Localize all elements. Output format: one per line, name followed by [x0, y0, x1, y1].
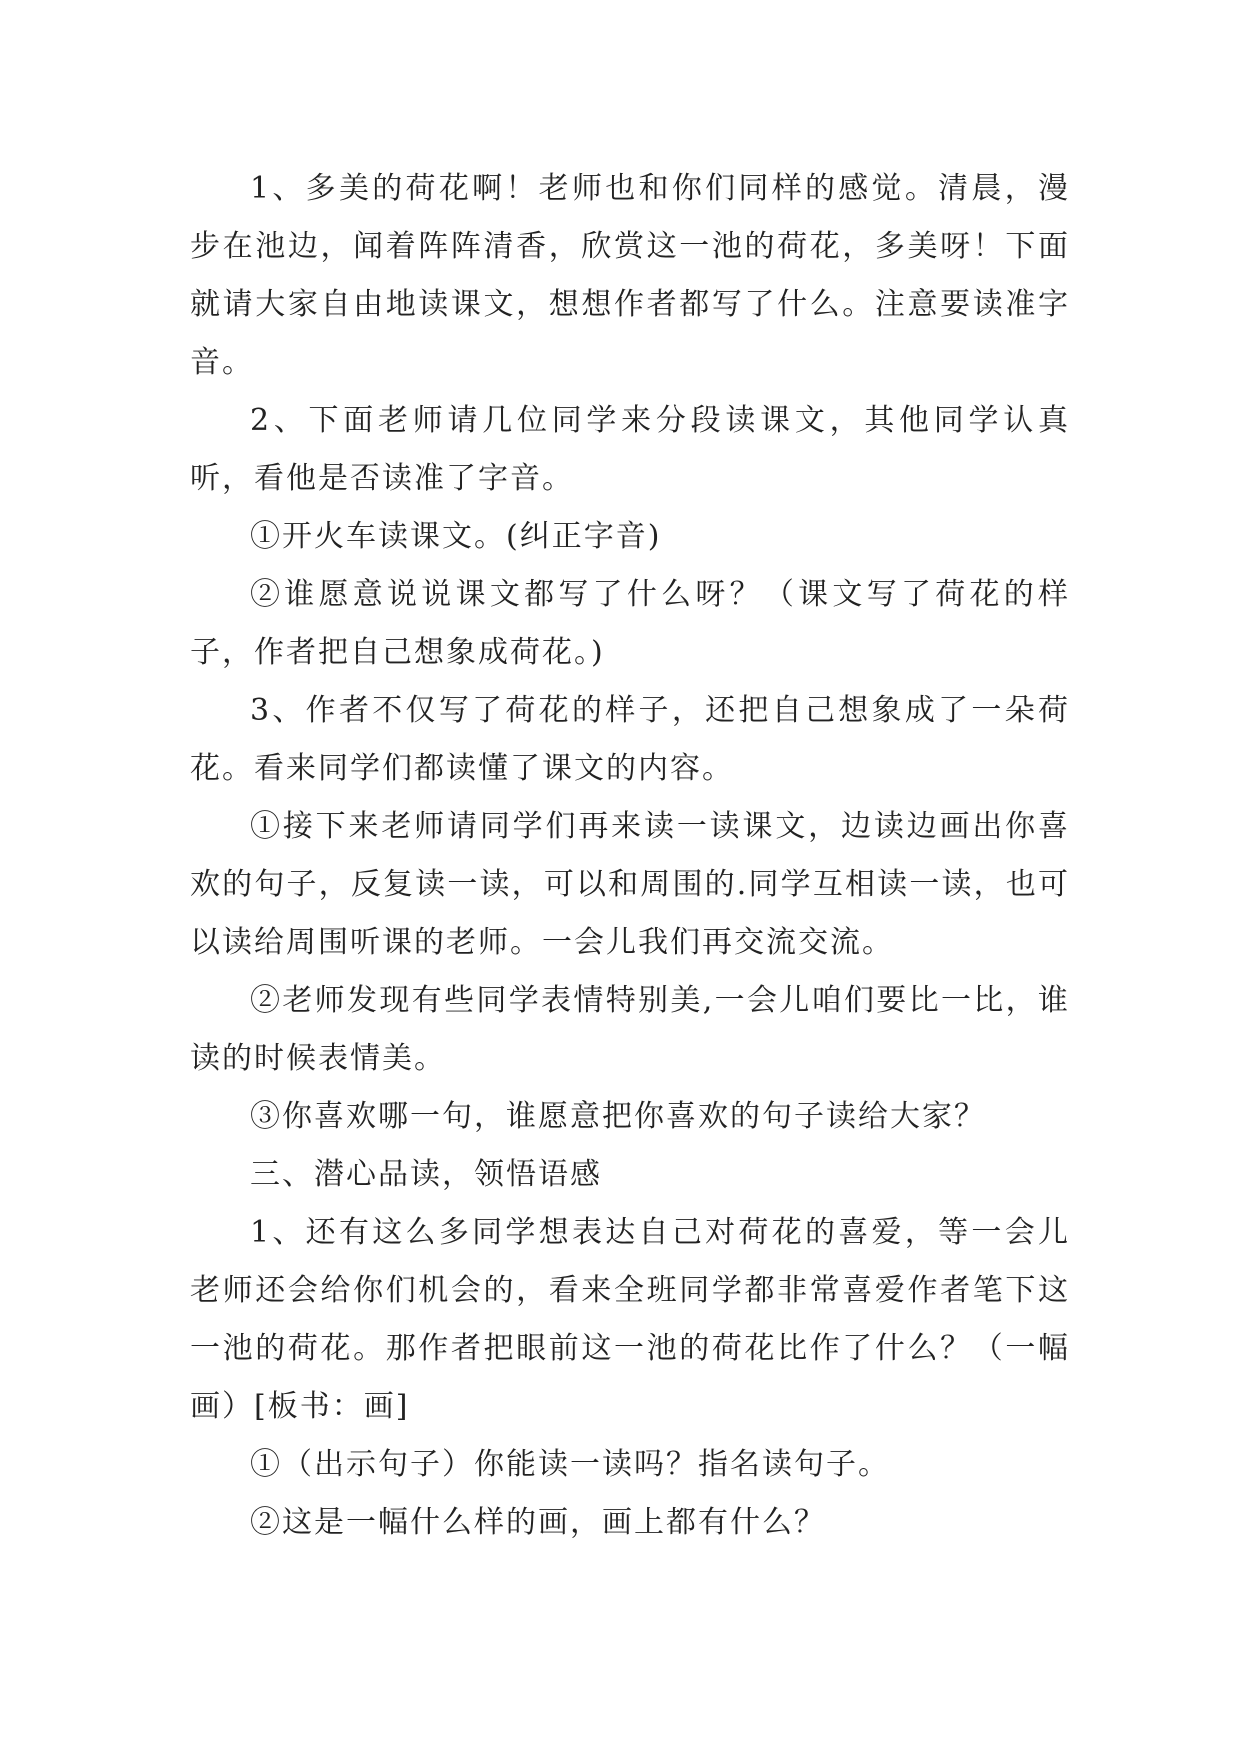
paragraph-10: ①（出示句子）你能读一读吗？指名读句子。 [250, 1447, 890, 1482]
section-heading: 三、潜心品读，领悟语感 [250, 1157, 602, 1192]
paragraph-11: ②这是一幅什么样的画，画上都有什么？ [250, 1505, 826, 1540]
paragraph-7: ②老师发现有些同学表情特别美,一会儿咱们要比一比，谁读的时候表情美。 [190, 983, 1070, 1076]
paragraph-9: 1、还有这么多同学想表达自己对荷花的喜爱，等一会儿老师还会给你们机会的，看来全班同学都非常喜爱作者笔下这一池的荷花。那作者把眼前这一池的荷花比作了什么？（一幅画）[板书：画] [190, 1215, 1070, 1424]
document-body [190, 160, 1070, 1552]
paragraph-2: 2、下面老师请几位同学来分段读课文，其他同学认真听，看他是否读准了字音。 [190, 403, 1070, 496]
paragraph-8: ③你喜欢哪一句，谁愿意把你喜欢的句子读给大家？ [250, 1099, 986, 1134]
paragraph-1: 1、多美的荷花啊！老师也和你们同样的感觉。清晨，漫步在池边，闻着阵阵清香，欣赏这一池的荷花，多美呀！下面就请大家自由地读课文，想想作者都写了什么。注意要读准字音。 [190, 171, 1070, 380]
paragraph-6: ①接下来老师请同学们再来读一读课文，边读边画出你喜欢的句子，反复读一读，可以和周围的.同学互相读一读，也可以读给周围听课的老师。一会儿我们再交流交流。 [190, 809, 1070, 960]
paragraph-3: ①开火车读课文。(纠正字音) [250, 519, 662, 554]
paragraph-4: ②谁愿意说说课文都写了什么呀？（课文写了荷花的样子，作者把自己想象成荷花。) [190, 577, 1070, 670]
paragraph-5: 3、作者不仅写了荷花的样子，还把自己想象成了一朵荷花。看来同学们都读懂了课文的内容。 [190, 693, 1070, 786]
